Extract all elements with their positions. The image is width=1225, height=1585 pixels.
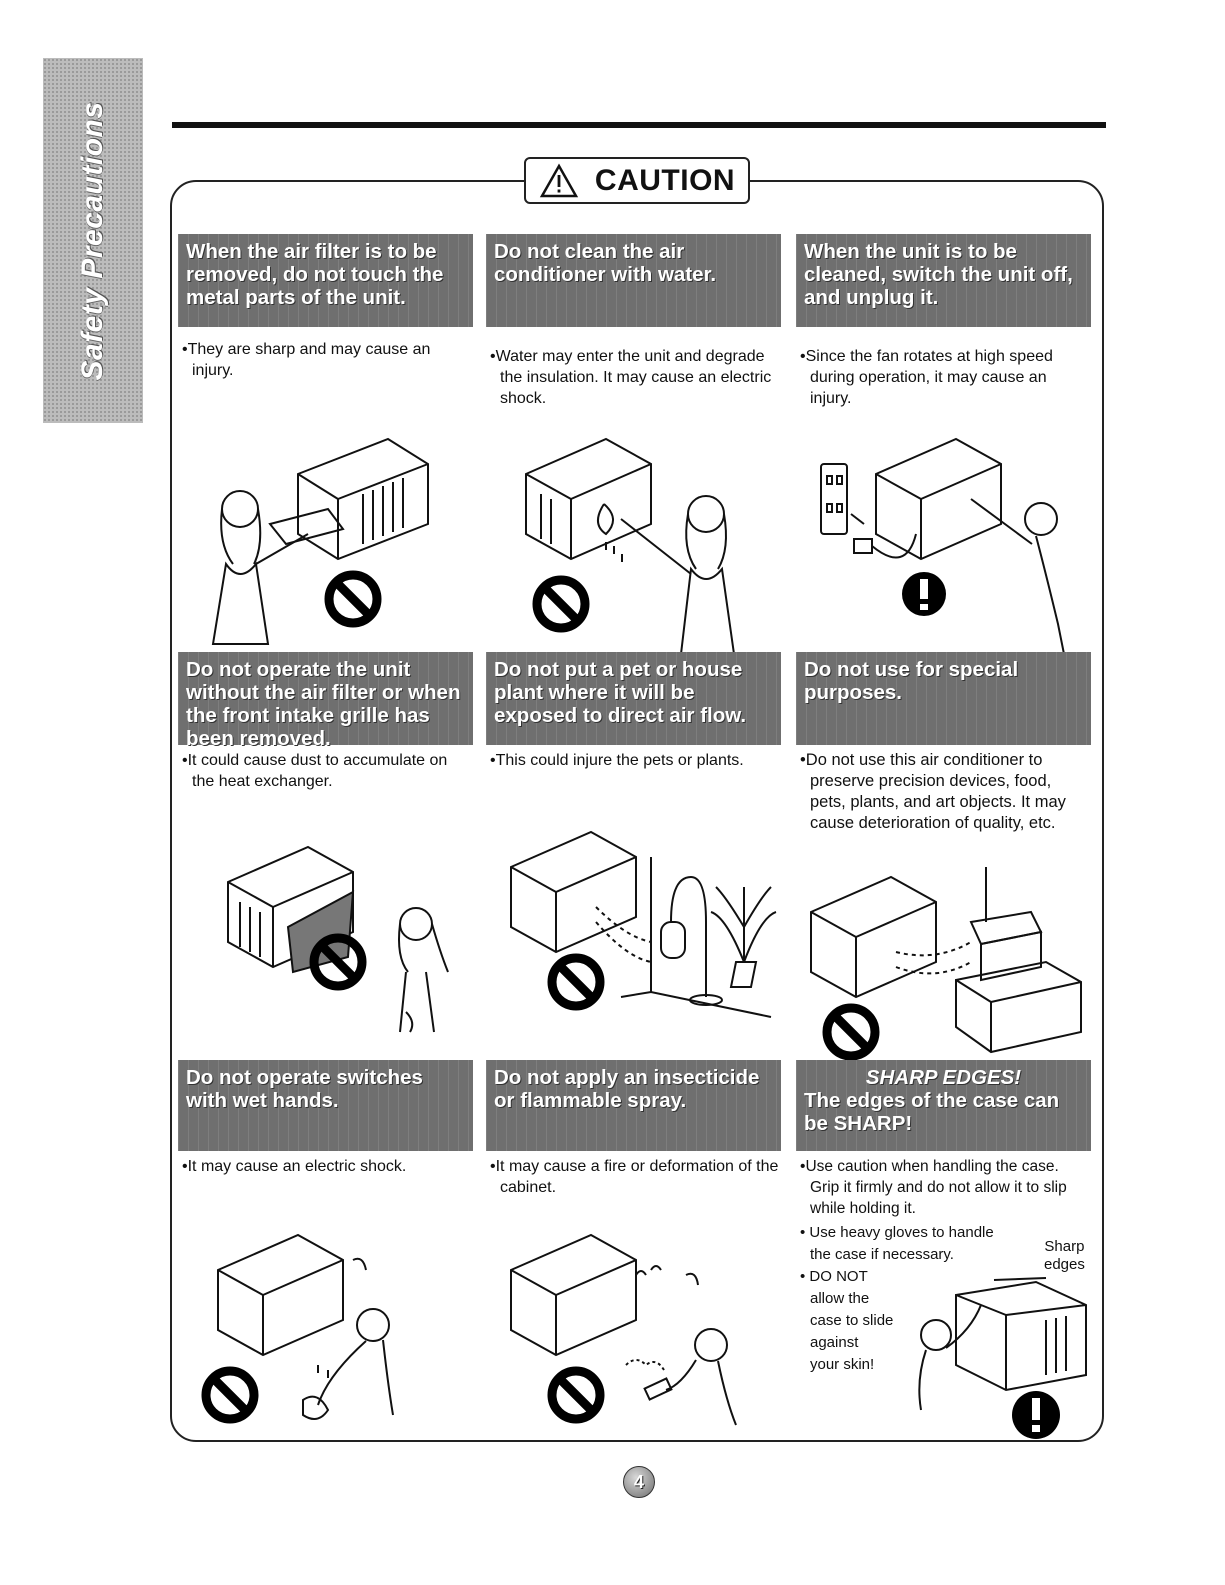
caution-bullets [182,750,472,794]
caution-bullets [490,750,780,773]
prohibited-icon [827,1008,875,1056]
bullet-text: • They are sharp and may cause an injury. [182,339,472,381]
caution-bullets [800,750,1090,836]
side-section-tab [43,58,143,423]
filter-removal-illustration [178,414,473,654]
caution-banner: Do not put a pet or house plant where it will be exposed to direct air flow. [486,652,781,745]
caution-bullets [182,339,472,383]
gloves-text: Use heavy gloves to handle the case if necessary. [809,1224,994,1263]
caution-banner: Do not use for special purposes. [796,652,1091,745]
page-number: 4 [623,1466,655,1498]
callout-line: edges [1044,1256,1085,1273]
bullet-text: • It may cause an electric shock. [182,1156,472,1177]
pet-plant-illustration [486,817,781,1057]
caution-bullets [490,346,780,411]
do-not-line: allow the [810,1290,870,1307]
prohibited-icon [552,1371,600,1419]
bullet-text: • It could cause dust to accumulate on the heat exchanger. [182,750,472,792]
caution-banner: Do not operate switches with wet hands. [178,1060,473,1151]
caution-bullets [800,1156,1090,1221]
prohibited-icon [552,958,600,1006]
sharp-edges-illustration [796,1260,1091,1500]
do-not-line: your skin! [810,1356,875,1373]
prohibited-icon [537,580,585,628]
bullet-text: • Since the fan rotates at high speed during operation, it may cause an injury. [800,346,1090,409]
bullet-text: • This could injure the pets or plants. [490,750,780,771]
prohibited-icon [206,1371,254,1419]
caution-banner: Do not operate the unit without the air filter or when the front intake grille has been removed. [178,652,473,745]
side-tab-label: Safety Precautions [76,100,109,381]
sharp-edges-statement: The edges of the case can be SHARP! [804,1089,1060,1135]
caution-banner [796,1060,1091,1151]
bullet-text: • Do not use this air conditioner to preserve precision devices, food, pets, plants, and art objects. It may cause deterioration of quality, etc. [800,750,1090,834]
do-not-bullet: • DO NOT [800,1268,868,1285]
caution-bullets [800,346,1090,411]
bullet-text: • Use caution when handling the case. Grip it firmly and do not allow it to slip while holding it. [800,1156,1090,1219]
no-filter-illustration [178,832,473,1072]
mandatory-action-icon [902,572,946,616]
sharp-edges-heading: SHARP EDGES! [865,1066,1022,1089]
caution-banner: When the air filter is to be removed, do not touch the metal parts of the unit. [178,234,473,327]
caution-banner: When the unit is to be cleaned, switch the unit off, and unplug it. [796,234,1091,327]
caution-title: CAUTION [594,163,736,197]
bullet-text: • Water may enter the unit and degrade the insulation. It may cause an electric shock. [490,346,780,409]
caution-bullets [182,1156,472,1179]
callout-line: Sharp [1044,1238,1085,1255]
do-not-line: against [810,1334,859,1351]
caution-banner: Do not apply an insecticide or flammable spray. [486,1060,781,1151]
caution-banner: Do not clean the air conditioner with water. [486,234,781,327]
prohibited-icon [329,575,377,623]
water-cleaning-illustration [486,424,781,664]
do-not-line: case to slide [810,1312,894,1329]
wet-hands-illustration [178,1215,473,1455]
header-rule [172,122,1106,128]
bullet-text: • It may cause a fire or deformation of the cabinet. [490,1156,780,1198]
unplug-illustration [796,424,1091,664]
warning-triangle-icon [539,163,579,199]
do-not-text: DO NOT [809,1268,868,1285]
gloves-bullet: • Use heavy gloves to handle the case if necessary. [800,1224,994,1263]
mandatory-action-icon [1012,1391,1060,1439]
caution-header [524,157,750,204]
caution-bullets [490,1156,780,1200]
insecticide-illustration [486,1215,781,1455]
